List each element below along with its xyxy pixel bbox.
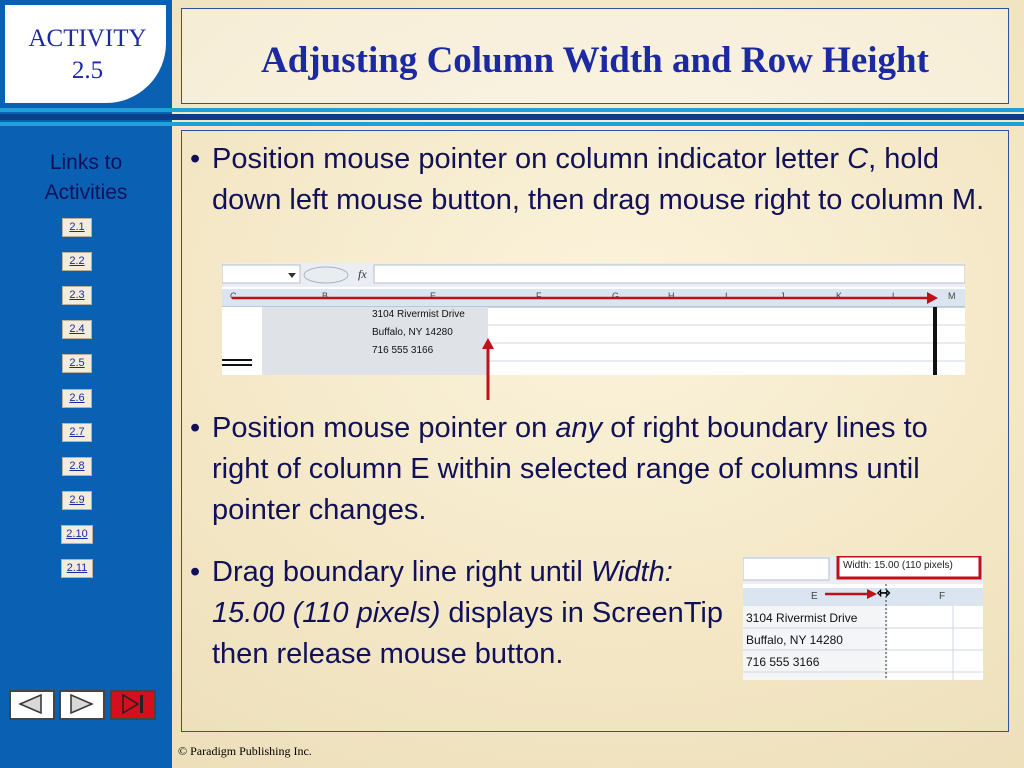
cell-e-row-2[interactable]: Buffalo, NY 14280 bbox=[372, 327, 453, 338]
link-activity-2-7[interactable]: 2.7 bbox=[62, 423, 92, 442]
width-screentip: Width: 15.00 (110 pixels) bbox=[843, 560, 953, 571]
links-heading: Links to Activities bbox=[44, 151, 128, 204]
activity-number: 2.5 bbox=[71, 57, 104, 84]
triangle-right-icon bbox=[61, 692, 103, 718]
drag-arrow-head bbox=[927, 292, 938, 304]
cell-e-row-1[interactable]: 3104 Rivermist Drive bbox=[746, 611, 858, 625]
cell-e-row-3[interactable]: 716 555 3166 bbox=[746, 655, 820, 669]
resize-cursor-icon: ⇿ bbox=[877, 585, 891, 602]
band-line-top bbox=[0, 108, 1024, 112]
cell-e-row-3[interactable]: 716 555 3166 bbox=[372, 345, 434, 356]
band-line-mid bbox=[0, 114, 1024, 120]
link-activity-2-3[interactable]: 2.3 bbox=[62, 286, 92, 305]
column-header-i[interactable]: I bbox=[725, 291, 728, 301]
column-header-e[interactable]: E bbox=[430, 291, 437, 301]
cell-e-row-1[interactable]: 3104 Rivermist Drive bbox=[372, 309, 465, 320]
column-header-c[interactable]: C bbox=[230, 291, 237, 301]
column-header-h[interactable]: H bbox=[668, 291, 675, 301]
forward-button[interactable] bbox=[59, 690, 105, 720]
page-title: Adjusting Column Width and Row Height bbox=[261, 40, 929, 81]
cell-e-row-2[interactable]: Buffalo, NY 14280 bbox=[746, 633, 843, 647]
column-header-m[interactable]: M bbox=[948, 291, 956, 301]
column-header-k[interactable]: K bbox=[836, 291, 843, 301]
link-activity-2-8[interactable]: 2.8 bbox=[62, 457, 92, 476]
link-activity-2-10[interactable]: 2.10 bbox=[61, 525, 93, 544]
link-activity-2-9[interactable]: 2.9 bbox=[62, 491, 92, 510]
column-header-e[interactable]: E bbox=[811, 591, 818, 602]
link-activity-2-2[interactable]: 2.2 bbox=[62, 252, 92, 271]
spreadsheet-screenshot-2 bbox=[743, 556, 983, 680]
end-icon bbox=[112, 692, 154, 718]
column-header-l[interactable]: L bbox=[892, 291, 898, 301]
annotation-arrows bbox=[222, 263, 965, 403]
footer-copyright: © Paradigm Publishing Inc. bbox=[178, 744, 312, 758]
link-activity-2-4[interactable]: 2.4 bbox=[62, 320, 92, 339]
activity-label: ACTIVITY bbox=[28, 25, 147, 52]
link-activity-2-6[interactable]: 2.6 bbox=[62, 389, 92, 408]
triangle-left-icon bbox=[11, 692, 53, 718]
bullet-3: • Drag boundary line right until Width: 15.00 (110 pixels) displays in ScreenTip then release mouse button. bbox=[190, 556, 723, 670]
bullet-1: • Position mouse pointer on column indicator letter C, hold down left mouse button, then drag mouse right to column M. bbox=[190, 143, 985, 216]
column-header-f[interactable]: F bbox=[536, 291, 542, 301]
column-header-b[interactable]: B bbox=[322, 291, 329, 301]
link-activity-2-1[interactable]: 2.1 bbox=[62, 218, 92, 237]
activity-badge bbox=[5, 5, 166, 103]
title-box bbox=[181, 8, 1009, 104]
link-activity-2-11[interactable]: 2.11 bbox=[61, 559, 93, 578]
column-header-f[interactable]: F bbox=[939, 591, 946, 602]
column-header-j[interactable]: J bbox=[780, 291, 785, 301]
band-line-bottom bbox=[0, 122, 1024, 126]
pointer-arrow-head bbox=[482, 338, 494, 349]
link-activity-2-5[interactable]: 2.5 bbox=[62, 354, 92, 373]
bullet-2: • Position mouse pointer on any of right boundary lines to right of column E within selected range of columns until pointer changes. bbox=[190, 412, 928, 526]
column-header-g[interactable]: G bbox=[612, 291, 620, 301]
back-button[interactable] bbox=[9, 690, 55, 720]
end-button[interactable] bbox=[110, 690, 156, 720]
fx-icon: fx bbox=[358, 267, 367, 281]
